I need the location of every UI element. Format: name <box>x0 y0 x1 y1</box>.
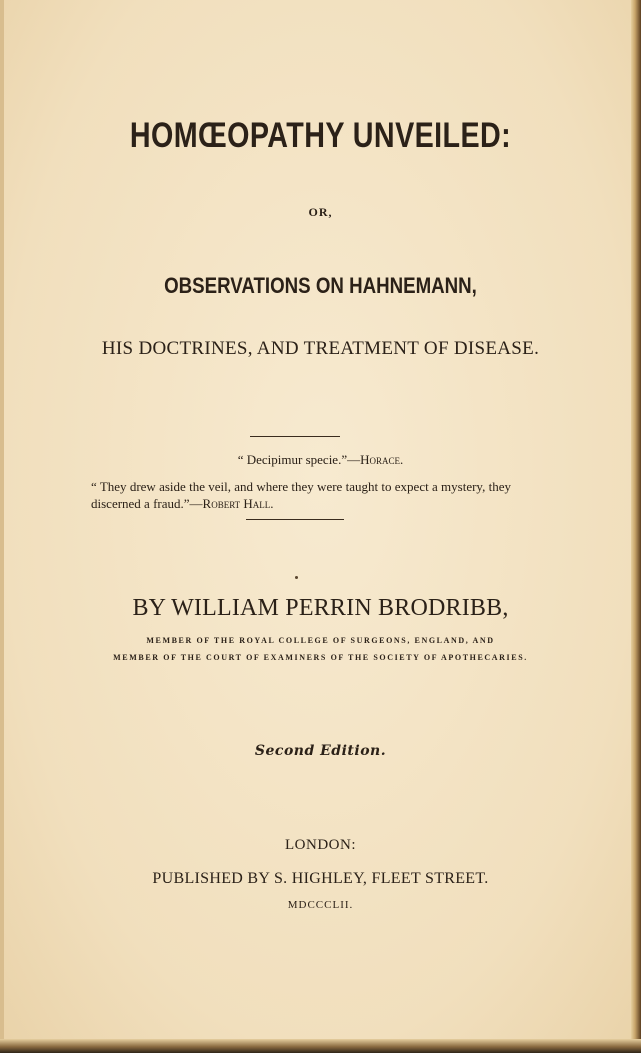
epigraph-quote: “ Decipimur specie.”— <box>237 452 361 467</box>
epigraph-quote: “ They drew aside the veil, and where they were taught to expect a mystery, they discerned a fraud.”— <box>91 479 511 511</box>
imprint-date: MDCCCLII. <box>287 899 354 911</box>
epigraph-horace <box>0 452 641 468</box>
page-left-edge <box>0 0 4 1053</box>
epigraph-hall <box>91 478 511 512</box>
book-subtitle-line-2: HIS DOCTRINES, AND TREATMENT OF DISEASE. <box>101 338 540 359</box>
divider-rule-top <box>250 436 340 437</box>
page-bottom-edge <box>0 1039 641 1053</box>
book-title: HOMŒOPATHY UNVEILED: <box>129 116 512 155</box>
ink-speck <box>295 576 298 579</box>
divider-rule-bottom <box>246 519 344 520</box>
credential-line: MEMBER OF THE COURT OF EXAMINERS OF THE SOCIETY OF APOTHECARIES. <box>113 653 528 662</box>
credential-line: MEMBER OF THE ROYAL COLLEGE OF SURGEONS, ENGLAND, AND <box>146 636 495 645</box>
epigraph-attribution: Robert Hall. <box>202 496 274 511</box>
edition-statement: Second Edition. <box>254 743 387 759</box>
imprint-city: LONDON: <box>285 837 356 853</box>
book-subtitle: OBSERVATIONS ON HAHNEMANN, <box>164 273 477 298</box>
author-line: BY WILLIAM PERRIN BRODRIBB, <box>132 595 509 621</box>
alternate-title-connector: OR, <box>308 205 333 219</box>
book-spine-edge <box>631 0 641 1053</box>
epigraph-attribution: Horace. <box>360 452 404 467</box>
imprint-publisher: PUBLISHED BY S. HIGHLEY, FLEET STREET. <box>152 870 489 887</box>
author-credentials <box>0 632 641 666</box>
